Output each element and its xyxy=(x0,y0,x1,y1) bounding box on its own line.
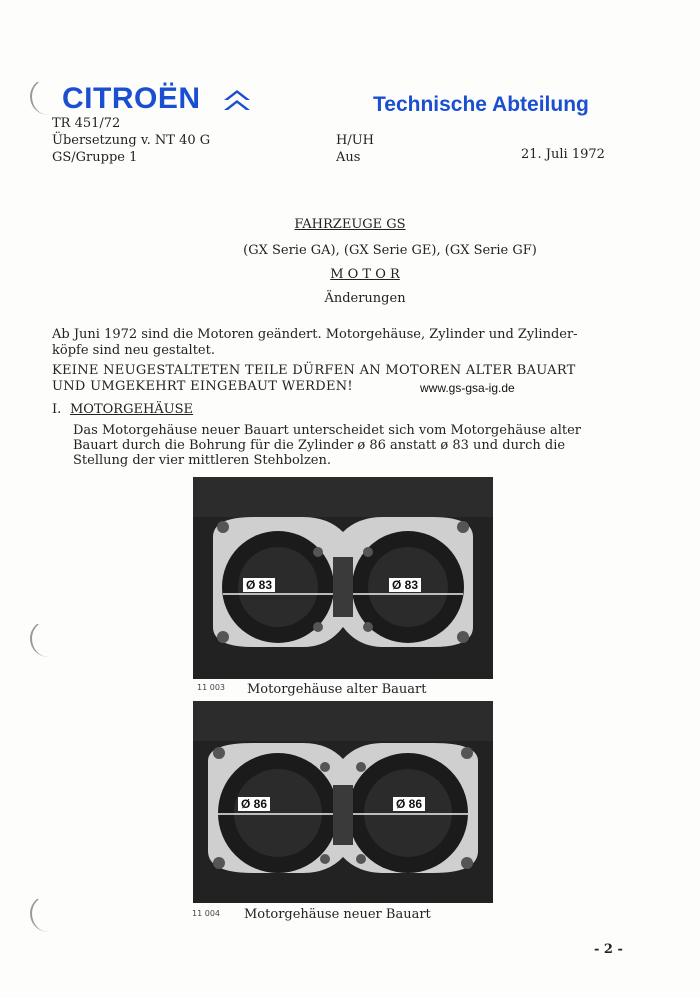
document-date: 21. Juli 1972 xyxy=(521,147,605,162)
figure-number-1: 11 003 xyxy=(197,683,225,692)
binder-hole-mid xyxy=(30,620,52,657)
reference-block xyxy=(52,115,210,166)
department-title: Technische Abteilung xyxy=(373,93,589,116)
section-number: I. xyxy=(52,402,62,417)
warning-line-1: KEINE NEUGESTALTETEN TEILE DÜRFEN AN MOTOREN ALTER BAUART xyxy=(52,363,576,378)
initials-sub: Aus xyxy=(336,150,361,165)
brand-name: CITROËN xyxy=(62,82,201,115)
section-text-2: Bauart durch die Bohrung für die Zylinder ø 86 anstatt ø 83 und durch die xyxy=(73,438,566,453)
series-title: (GX Serie GA), (GX Serie GE), (GX Serie GF) xyxy=(243,243,537,258)
website-url: www.gs-gsa-ig.de xyxy=(420,381,515,395)
binder-hole-bottom xyxy=(30,895,52,932)
citroen-logo xyxy=(62,82,252,118)
subject-title: M O T O R xyxy=(330,267,400,282)
ref-line: Übersetzung v. NT 40 G xyxy=(52,133,211,148)
bore-label-right: Ø 86 xyxy=(393,797,425,811)
double-chevron-icon xyxy=(222,88,252,114)
bore-label-left: Ø 83 xyxy=(243,578,275,592)
section-title: MOTORGEHÄUSE xyxy=(70,402,194,417)
section-text-3: Stellung der vier mittleren Stehbolzen. xyxy=(73,453,331,468)
warning-line-2: UND UMGEKEHRT EINGEBAUT WERDEN! xyxy=(52,379,353,394)
photo-old-crankcase xyxy=(193,477,493,679)
intro-line-2: köpfe sind neu gestaltet. xyxy=(52,343,215,358)
page-number: - 2 - xyxy=(594,942,623,957)
ref-line: TR 451/72 xyxy=(52,116,121,131)
figure-caption-1: Motorgehäuse alter Bauart xyxy=(247,682,427,697)
bore-label-right: Ø 83 xyxy=(389,578,421,592)
figure-caption-2: Motorgehäuse neuer Bauart xyxy=(244,907,431,922)
binder-hole-top xyxy=(30,78,52,115)
crankcase-old-illustration xyxy=(193,477,493,679)
photo-new-crankcase xyxy=(193,701,493,903)
initials: H/UH xyxy=(336,133,375,148)
figure-number-2: 11 004 xyxy=(192,909,220,918)
initials-block xyxy=(336,132,374,166)
changes-title: Änderungen xyxy=(324,291,406,306)
ref-line: GS/Gruppe 1 xyxy=(52,150,138,165)
bore-label-left: Ø 86 xyxy=(238,797,270,811)
section-text-1: Das Motorgehäuse neuer Bauart unterscheidet sich vom Motorgehäuse alter xyxy=(73,423,581,438)
intro-line-1: Ab Juni 1972 sind die Motoren geändert. Motorgehäuse, Zylinder und Zylinder- xyxy=(52,327,578,342)
vehicles-title: FAHRZEUGE GS xyxy=(294,217,406,232)
